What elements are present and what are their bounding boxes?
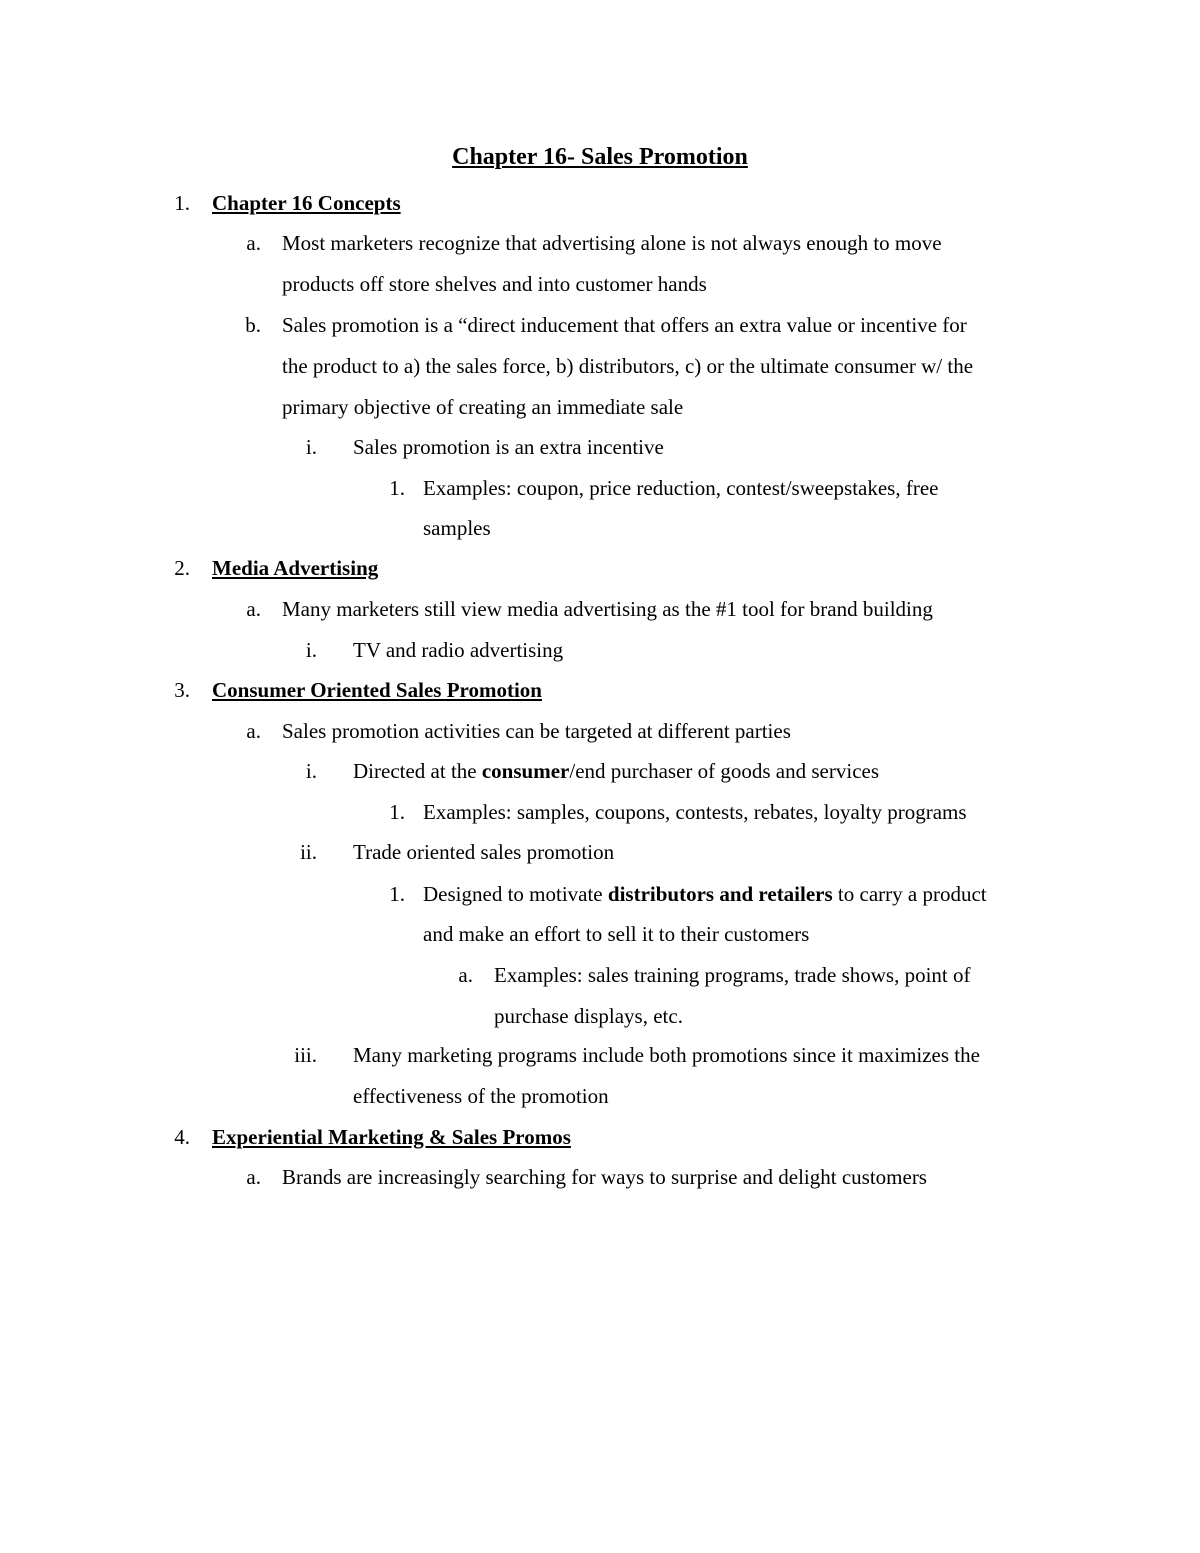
list-marker: iii. [294, 1043, 317, 1067]
section-heading: Consumer Oriented Sales Promotion [212, 678, 542, 702]
list-item [0, 832, 1200, 873]
section-heading: Media Advertising [212, 556, 379, 580]
list-marker: i. [305, 759, 317, 783]
list-marker: 1. [174, 191, 190, 215]
list-text: purchase displays, etc. [494, 1004, 683, 1028]
list-item-continuation [0, 996, 1200, 1037]
list-marker: 1. [389, 800, 405, 824]
list-text: and make an effort to sell it to their customers [423, 922, 810, 946]
list-text: Sales promotion activities can be targeted at different parties [282, 719, 791, 743]
bold-term: distributors and retailers [607, 882, 833, 906]
list-marker: a. [246, 719, 261, 743]
list-text: Brands are increasingly searching for ways to surprise and delight customers [282, 1165, 927, 1189]
list-item-continuation [0, 387, 1200, 428]
list-item-continuation [0, 346, 1200, 387]
list-marker: 1. [389, 882, 405, 906]
list-item [0, 874, 1200, 915]
section-heading: Chapter 16 Concepts [212, 191, 401, 215]
list-text: Most marketers recognize that advertising alone is not always enough to move [282, 231, 942, 255]
list-text: Trade oriented sales promotion [353, 840, 615, 864]
list-marker: ii. [300, 840, 317, 864]
list-text: effectiveness of the promotion [353, 1084, 609, 1108]
list-marker: 2. [174, 556, 190, 580]
list-item [0, 305, 1200, 346]
list-item [0, 630, 1200, 671]
list-item [0, 548, 1200, 589]
page-title: Chapter 16- Sales Promotion [452, 144, 748, 170]
list-item [0, 711, 1200, 752]
list-text: samples [423, 516, 491, 540]
list-marker: 4. [174, 1125, 190, 1149]
list-item [0, 1117, 1200, 1158]
list-text: TV and radio advertising [353, 638, 564, 662]
list-item [0, 955, 1200, 996]
list-item [0, 183, 1200, 224]
list-item [0, 751, 1200, 792]
list-text: Examples: samples, coupons, contests, rebates, loyalty programs [423, 800, 967, 824]
list-item [0, 223, 1200, 264]
list-item-continuation [0, 914, 1200, 955]
list-text: products off store shelves and into customer hands [282, 272, 707, 296]
list-text: primary objective of creating an immediate sale [282, 395, 684, 419]
list-text: Examples: coupon, price reduction, contest/sweepstakes, free [423, 476, 939, 500]
text-run: Designed to motivate [423, 882, 608, 906]
list-text [423, 874, 987, 915]
list-marker: b. [245, 313, 261, 337]
list-item [0, 589, 1200, 630]
text-run: Directed at the [353, 759, 482, 783]
list-marker: i. [305, 435, 317, 459]
list-item-continuation [0, 264, 1200, 305]
list-text: the product to a) the sales force, b) distributors, c) or the ultimate consumer w/ the [282, 354, 974, 378]
list-marker: i. [305, 638, 317, 662]
list-item [0, 427, 1200, 468]
text-run: to carry a product [832, 882, 987, 906]
list-text: Sales promotion is an extra incentive [353, 435, 664, 459]
list-item [0, 670, 1200, 711]
list-text: Examples: sales training programs, trade shows, point of [494, 963, 971, 987]
list-item [0, 468, 1200, 509]
list-item-continuation [0, 1076, 1200, 1117]
list-marker: 1. [389, 476, 405, 500]
list-item [0, 792, 1200, 833]
text-run: /end purchaser of goods and services [569, 759, 880, 783]
list-text [353, 751, 879, 792]
list-marker: a. [246, 231, 261, 255]
list-text: Many marketers still view media advertising as the #1 tool for brand building [282, 597, 933, 621]
list-marker: a. [246, 1165, 261, 1189]
list-item [0, 1157, 1200, 1198]
list-marker: a. [246, 597, 261, 621]
list-item-continuation [0, 508, 1200, 549]
list-text: Sales promotion is a “direct inducement that offers an extra value or incentive for [282, 313, 967, 337]
list-marker: 3. [174, 678, 190, 702]
list-item [0, 1035, 1200, 1076]
bold-term: consumer [481, 759, 570, 783]
section-heading: Experiential Marketing & Sales Promos [212, 1125, 571, 1149]
list-text: Many marketing programs include both promotions since it maximizes the [353, 1043, 980, 1067]
list-marker: a. [458, 963, 473, 987]
